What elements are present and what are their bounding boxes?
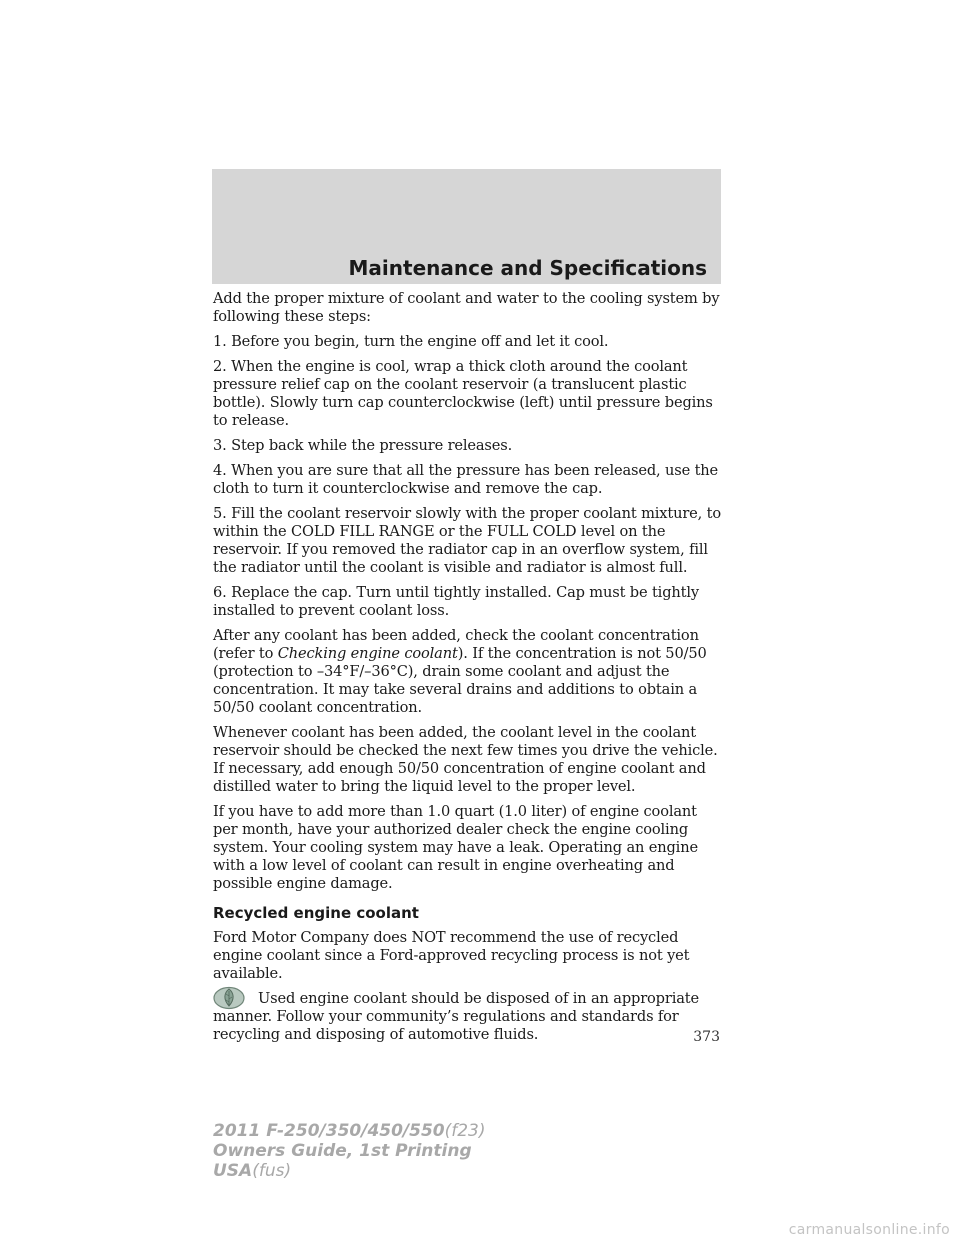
step-5: 5. Fill the coolant reservoir slowly with the proper coolant mixture, to within the COLD FILL RANGE or the FULL COLD level on the reservoir. If you removed the radiator cap in an overflow system, fill the radiator until the coolant is visible and radiator is almost full. — [213, 505, 721, 576]
intro-paragraph: Add the proper mixture of coolant and water to the cooling system by following these steps: — [213, 290, 720, 325]
coolant-check-paragraph: Whenever coolant has been added, the coolant level in the coolant reservoir should be checked the next few times you drive the vehicle. If necessary, add enough 50/50 concentration of engine coolant and distilled water to bring the liquid level to the proper level. — [213, 724, 718, 795]
step-4: 4. When you are sure that all the pressure has been released, use the cloth to turn it counterclockwise and remove the cap. — [213, 462, 719, 497]
page-number: 373 — [693, 1029, 720, 1045]
concentration-text-pre: After any coolant has been added, check the coolant concentration (refer to — [213, 627, 699, 662]
footer-region: USA — [213, 1161, 253, 1181]
footer-model-line — [213, 1121, 486, 1141]
recycle-leaf-icon — [213, 986, 245, 1010]
section-header — [212, 169, 721, 284]
recycled-coolant-paragraph: Ford Motor Company does NOT recommend the use of recycled engine coolant since a Ford-approved recycling process is not yet available. — [213, 929, 690, 982]
quart-paragraph: If you have to add more than 1.0 quart (1.0 liter) of engine coolant per month, have your authorized dealer check the engine cooling system. Your cooling system may have a leak. Operating an engine with a low level of coolant can result in engine overheating and possible engine damage. — [213, 803, 698, 892]
footer-region-code: (fus) — [252, 1161, 292, 1181]
footer-model-code: (f23) — [444, 1121, 486, 1141]
page-body — [213, 290, 725, 1051]
disposal-notice-text: Used engine coolant should be disposed of in an appropriate manner. Follow your community’s regulations and standards for recycling and disposing of automotive fluids. — [213, 990, 699, 1043]
watermark: carmanualsonline.info — [788, 1222, 950, 1238]
footer-region-line — [213, 1161, 486, 1181]
checking-engine-coolant-reference: Checking engine coolant — [277, 645, 458, 662]
footer-guide-line: Owners Guide, 1st Printing — [213, 1141, 472, 1161]
footer-model: 2011 F-250/350/450/550 — [213, 1121, 445, 1141]
step-1: 1. Before you begin, turn the engine off and let it cool. — [213, 333, 609, 350]
document-footer — [213, 1121, 486, 1181]
concentration-paragraph — [213, 627, 725, 717]
step-6: 6. Replace the cap. Turn until tightly installed. Cap must be tightly installed to prevent coolant loss. — [213, 584, 699, 619]
step-3: 3. Step back while the pressure releases. — [213, 437, 513, 454]
recycled-coolant-heading: Recycled engine coolant — [213, 904, 419, 922]
disposal-notice — [213, 990, 725, 1044]
step-2: 2. When the engine is cool, wrap a thick cloth around the coolant pressure relief cap on the coolant reservoir (a translucent plastic bottle). Slowly turn cap counterclockwise (left) until pressure begins to release. — [213, 358, 713, 429]
section-title: Maintenance and Specifications — [348, 256, 707, 280]
concentration-text-post: ). If the concentration is not 50/50 (protection to –34°F/–36°C), drain some coolant and adjust the concentration. It may take several drains and additions to obtain a 50/50 coolant concentration. — [213, 645, 707, 716]
